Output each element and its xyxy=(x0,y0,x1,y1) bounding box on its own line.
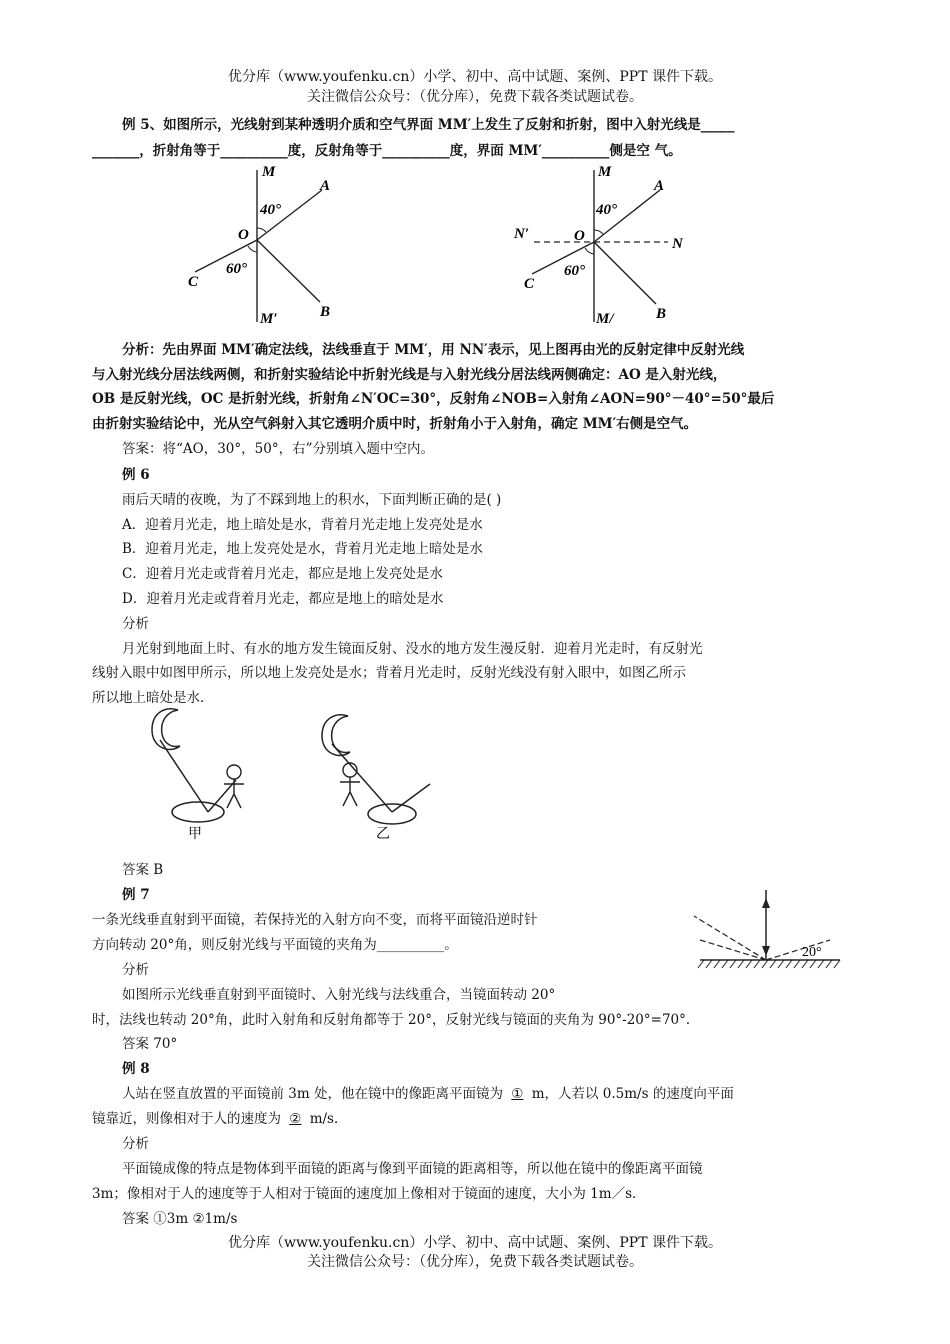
label-angle-40: 40° xyxy=(260,202,281,218)
label-angle-60: 60° xyxy=(564,263,585,279)
ex8-q2-text-a: 镜靠近，则像相对于人的速度为 xyxy=(92,1111,281,1127)
ex8-q1-text-b: m，人若以 0.5m/s 的速度向平面 xyxy=(531,1086,734,1102)
label-angle-20: 20° xyxy=(802,945,822,960)
label-angle-40: 40° xyxy=(596,202,617,218)
ex8-blank-1: ① xyxy=(511,1086,524,1102)
ex6-analysis-label: 分析 xyxy=(122,616,149,632)
ex6-option-d: D．迎着月光走或背着月光走，都应是地上的暗处是水 xyxy=(122,591,444,607)
label-A: A xyxy=(320,178,331,194)
ex8-analysis-line-2: 3m；像相对于人的速度等于人相对于镜面的速度加上像相对于镜面的速度，大小为 1m／s． xyxy=(92,1186,646,1202)
ex6-option-c: C．迎着月光走或背着月光走，都应是地上发亮处是水 xyxy=(122,566,443,582)
footer-line-1: 优分库（www.youfenku.cn）小学、初中、高中试题、案例、PPT 课件下载。 xyxy=(227,1235,722,1251)
label-angle-60: 60° xyxy=(226,261,247,277)
ex6-answer: 答案 B xyxy=(122,862,164,878)
ex6-figures-svg xyxy=(130,700,450,850)
ex8-analysis-line-1: 平面镜成像的特点是物体到平面镜的距离与像到平面镜的距离相等，所以他在镜中的像距离平面镜 xyxy=(122,1161,703,1177)
label-M-prime: M′ xyxy=(260,311,278,327)
label-C: C xyxy=(188,274,199,290)
label-M: M xyxy=(598,164,612,180)
ex5-analysis-line-3: OB 是反射光线，OC 是折射光线，折射角∠N′OC=30°，反射角∠NOB=入射角∠AON=90°－40°=50°最后 xyxy=(92,391,775,407)
ex7-analysis-line-2: 时，法线也转动 20°角，此时入射角和反射角都等于 20°，反射光线与镜面的夹角为 90°-20°=70°． xyxy=(92,1012,700,1028)
ex5-answer: 答案：将“AO，30°，50°，右”分别填入题中空内。 xyxy=(122,441,434,457)
ex6-title: 例 6 xyxy=(122,467,150,483)
label-yi: 乙 xyxy=(376,827,390,842)
ex5-analysis-line-4: 由折射实验结论中，光从空气斜射入其它透明介质中时，折射角小于入射角，确定 MM′右侧是空气。 xyxy=(92,416,698,432)
person-icon-jia xyxy=(227,765,241,779)
label-B: B xyxy=(320,304,331,320)
ex7-figure-svg xyxy=(690,888,850,978)
ex8-title: 例 8 xyxy=(122,1061,150,1077)
ex8-q1-text-a: 人站在竖直放置的平面镜前 3m 处，他在镜中的像距离平面镜为 xyxy=(122,1086,503,1102)
ex5-figure-left-svg xyxy=(180,160,340,330)
ex6-analysis-line-3: 所以地上暗处是水． xyxy=(92,690,214,706)
footer-line-2: 关注微信公众号：（优分库），免费下载各类试题试卷。 xyxy=(307,1254,643,1270)
label-jia: 甲 xyxy=(188,827,202,842)
ex5-figure-right-svg xyxy=(510,160,700,330)
label-N: N xyxy=(672,236,683,252)
label-B: B xyxy=(656,306,667,322)
ex8-answer: 答案 ①3m ②1m/s xyxy=(122,1211,238,1227)
ex7-answer: 答案 70° xyxy=(122,1036,178,1052)
label-O: O xyxy=(238,227,249,243)
ex5-figure-left xyxy=(180,160,340,330)
ex6-option-a: A．迎着月光走，地上暗处是水，背着月光走地上发亮处是水 xyxy=(122,517,483,533)
ex6-figures xyxy=(130,700,450,850)
ex5-figure-right xyxy=(510,160,700,330)
ex8-q2-text-b: m/s． xyxy=(309,1111,348,1127)
ex7-question-line-1: 一条光线垂直射到平面镜，若保持光的入射方向不变，而将平面镜沿逆时针 xyxy=(92,912,538,928)
moon-icon-jia xyxy=(152,709,180,750)
label-N-prime: N′ xyxy=(514,226,530,242)
ex6-analysis-line-2: 线射入眼中如图甲所示，所以地上发亮处是水；背着月光走时，反射光线没有射入眼中，如图乙所示 xyxy=(92,665,686,681)
ex6-analysis-line-1: 月光射到地面上时、有水的地方发生镜面反射、没水的地方发生漫反射．迎着月光走时，有反射光 xyxy=(122,641,703,657)
ex7-figure xyxy=(690,888,850,978)
label-C: C xyxy=(524,276,535,292)
ex5-question-line-2: _______，折射角等于__________度，反射角等于__________度，界面 MM′__________侧是空 气。 xyxy=(92,143,682,159)
ex8-blank-2: ② xyxy=(289,1111,302,1127)
label-M-prime: M/ xyxy=(596,311,614,327)
header-line-1: 优分库（www.youfenku.cn）小学、初中、高中试题、案例、PPT 课件下载。 xyxy=(227,69,722,85)
ex7-analysis-line-1: 如图所示光线垂直射到平面镜时、入射光线与法线重合，当镜面转动 20° xyxy=(122,987,556,1003)
header-line-2: 关注微信公众号：（优分库），免费下载各类试题试卷。 xyxy=(307,89,643,105)
ex8-analysis-label: 分析 xyxy=(122,1136,149,1152)
ex6-question: 雨后天晴的夜晚，为了不踩到地上的积水，下面判断正确的是( ) xyxy=(122,492,502,508)
ex8-question-line-1 xyxy=(122,1082,734,1102)
ex6-option-b: B．迎着月光走，地上发亮处是水，背着月光走地上暗处是水 xyxy=(122,541,483,557)
ex5-analysis-line-1: 分析：先由界面 MM′确定法线，法线垂直于 MM′，用 NN′表示，见上图再由光的反射定律中反射光线 xyxy=(122,342,745,358)
ex5-analysis-line-2: 与入射光线分居法线两侧，和折射实验结论中折射光线是与入射光线分居法线两侧确定：AO 是入射光线， xyxy=(92,367,727,383)
ex7-question-line-2: 方向转动 20°角，则反射光线与平面镜的夹角为__________。 xyxy=(92,937,458,953)
label-O: O xyxy=(574,228,585,244)
ex7-analysis-label: 分析 xyxy=(122,962,149,978)
ex8-question-line-2 xyxy=(92,1107,347,1127)
label-A: A xyxy=(654,178,665,194)
ex7-title: 例 7 xyxy=(122,887,150,903)
label-M: M xyxy=(262,164,276,180)
ex5-question-line-1: 例 5、如图所示，光线射到某种透明介质和空气界面 MM′上发生了反射和折射，图中入射光线是_____ xyxy=(122,117,735,133)
